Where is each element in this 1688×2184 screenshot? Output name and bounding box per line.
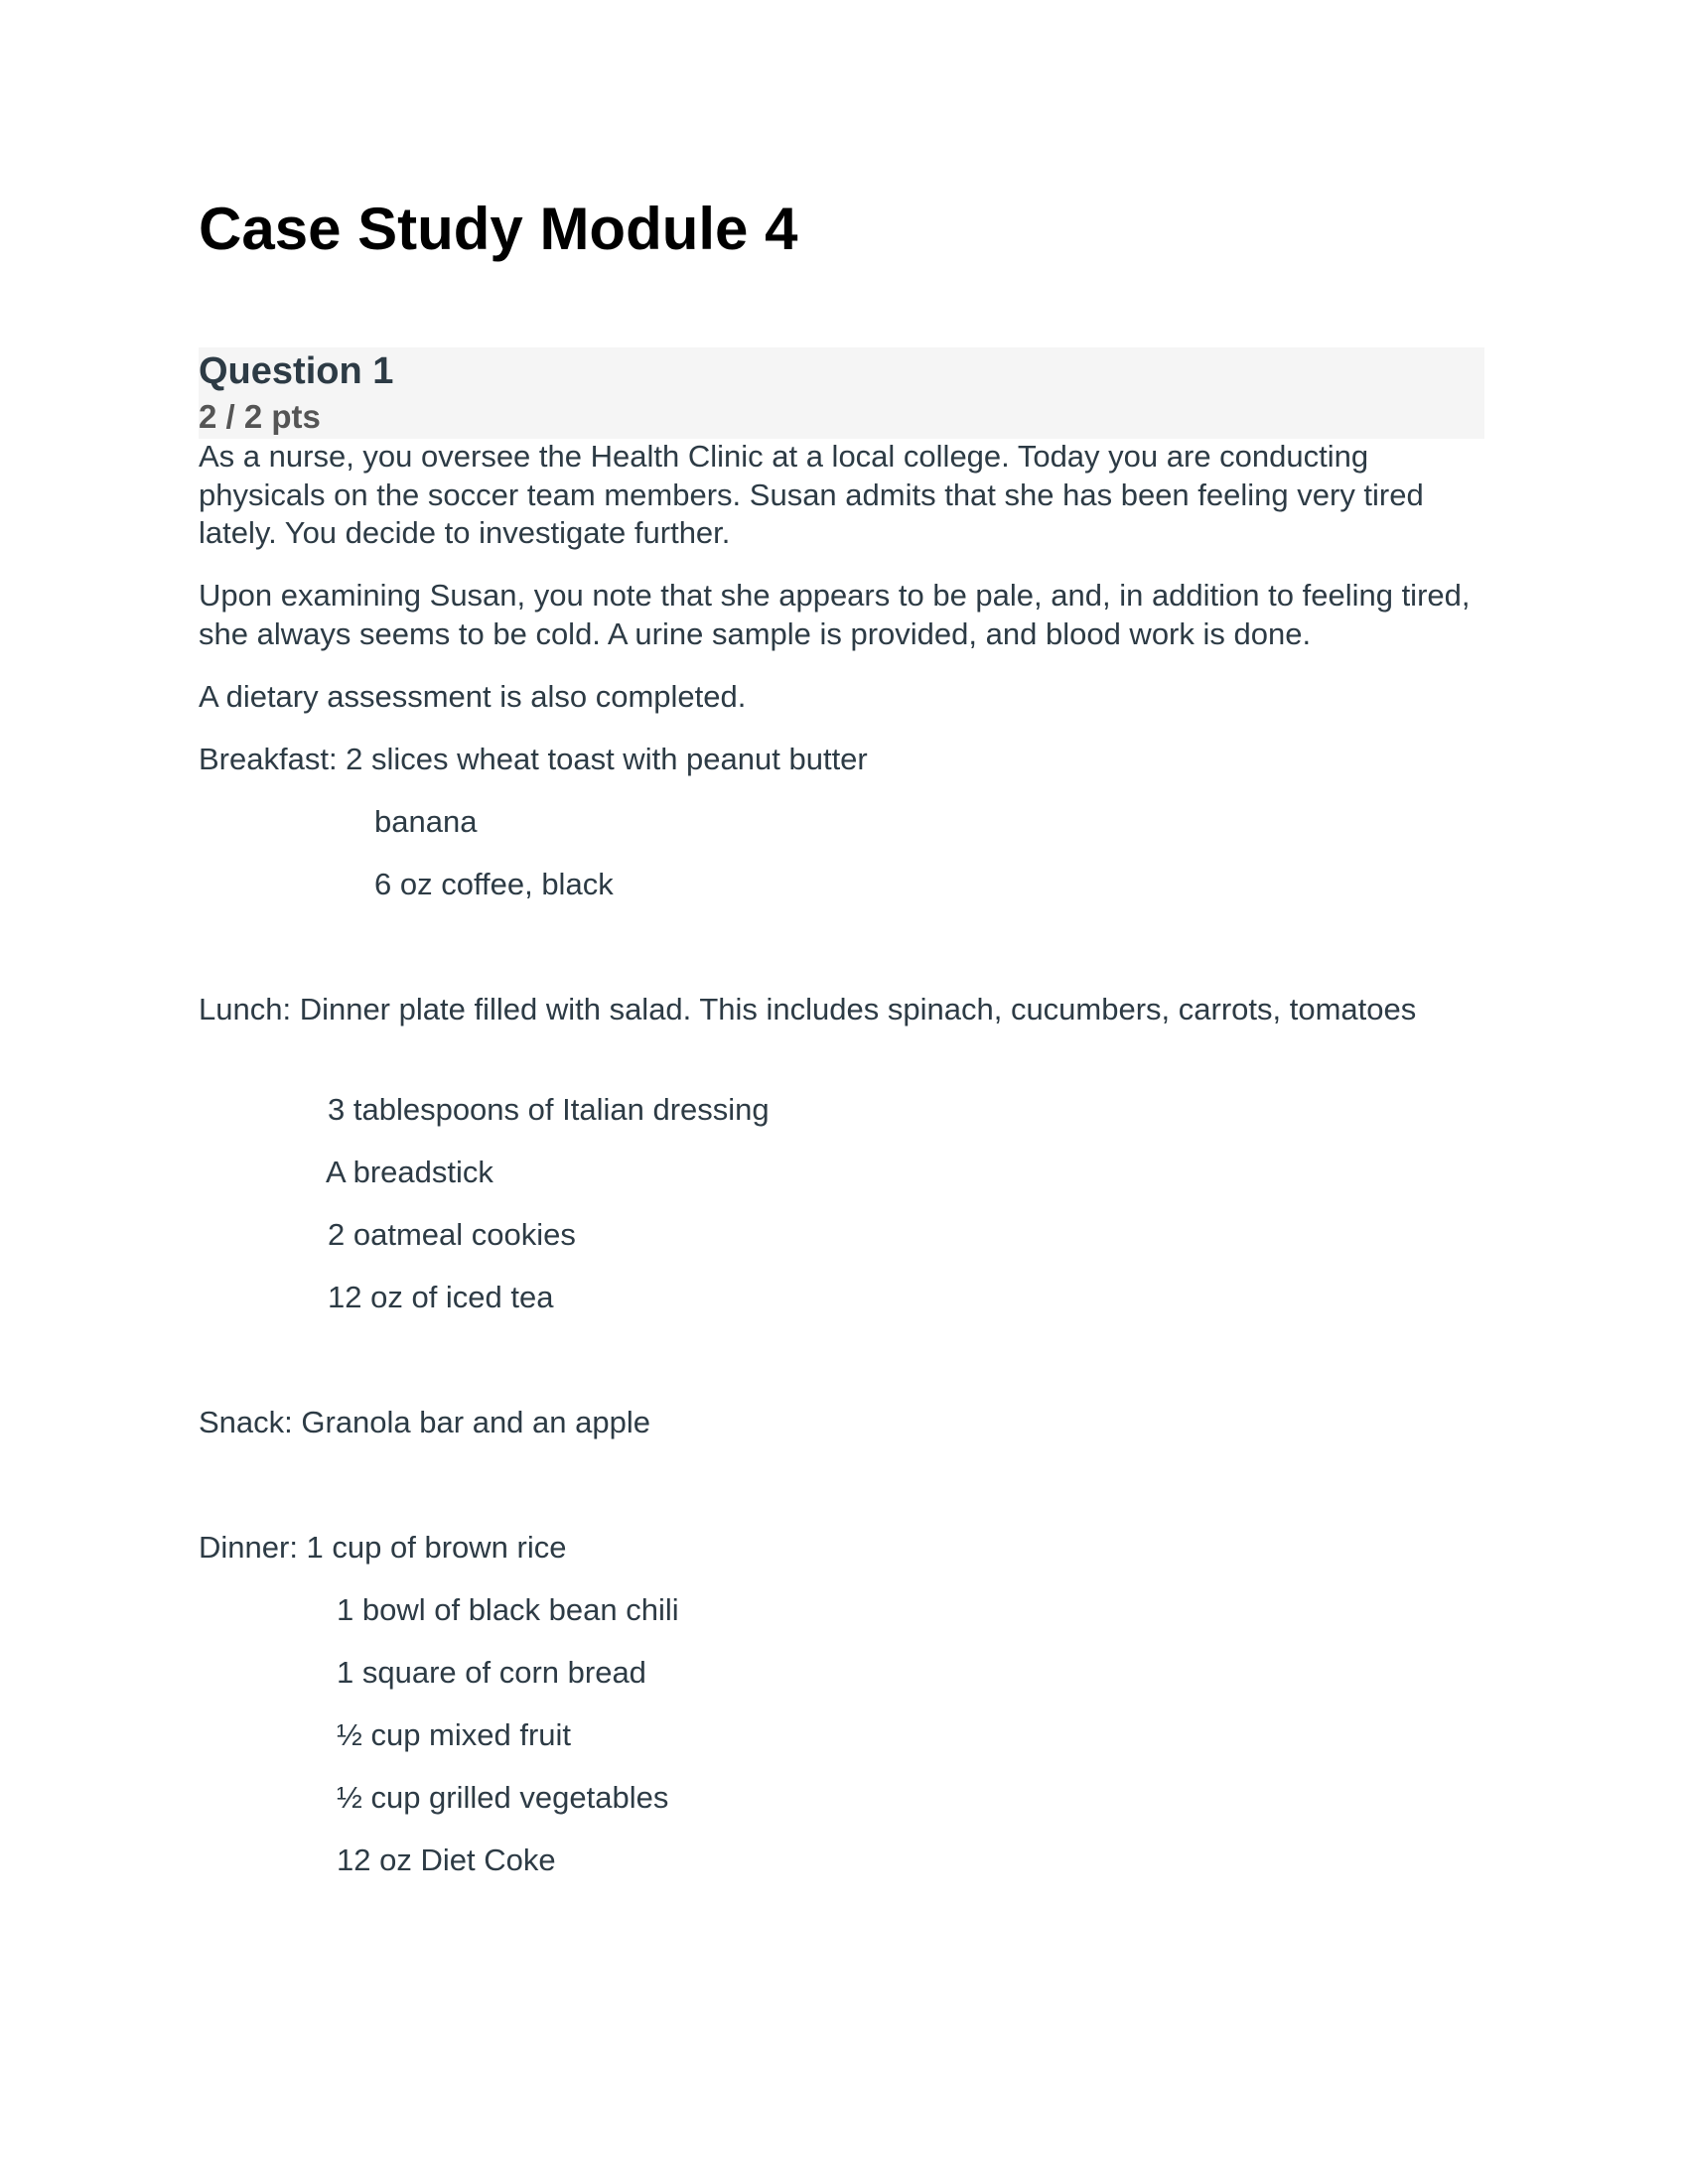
dietary-paragraph: A dietary assessment is also completed. bbox=[199, 679, 747, 714]
lunch-item: A breadstick bbox=[326, 1155, 493, 1189]
lunch-item: 12 oz of iced tea bbox=[328, 1280, 554, 1314]
breakfast-item: 6 oz coffee, black bbox=[374, 867, 614, 901]
question-header bbox=[199, 347, 1484, 439]
exam-paragraph: Upon examining Susan, you note that she appears to be pale, and, in addition to feeling tired, she always seems to be cold. A urine sample is provided, and blood work is done. bbox=[199, 578, 1471, 651]
dinner-item: ½ cup grilled vegetables bbox=[337, 1780, 669, 1815]
dinner-line: Dinner: 1 cup of brown rice bbox=[199, 1530, 567, 1565]
page-title: Case Study Module 4 bbox=[199, 196, 798, 262]
lunch-line: Lunch: Dinner plate filled with salad. This includes spinach, cucumbers, carrots, tomatoes bbox=[199, 992, 1417, 1026]
dinner-item: ½ cup mixed fruit bbox=[337, 1717, 572, 1752]
intro-paragraph: As a nurse, you oversee the Health Clinic at a local college. Today you are conducting physicals on the soccer team members. Susan admits that she has been feeling very tired lately. You decide to investigate further. bbox=[199, 439, 1424, 550]
question-points: 2 / 2 pts bbox=[199, 398, 321, 435]
dinner-item: 1 square of corn bread bbox=[337, 1655, 646, 1690]
breakfast-line: Breakfast: 2 slices wheat toast with peanut butter bbox=[199, 742, 868, 776]
lunch-item: 3 tablespoons of Italian dressing bbox=[328, 1092, 770, 1127]
dinner-item: 1 bowl of black bean chili bbox=[337, 1592, 679, 1627]
breakfast-item: banana bbox=[374, 804, 478, 839]
lunch-item: 2 oatmeal cookies bbox=[328, 1217, 576, 1252]
question-title: Question 1 bbox=[199, 350, 394, 392]
snack-line: Snack: Granola bar and an apple bbox=[199, 1405, 650, 1439]
dinner-item: 12 oz Diet Coke bbox=[337, 1843, 556, 1877]
